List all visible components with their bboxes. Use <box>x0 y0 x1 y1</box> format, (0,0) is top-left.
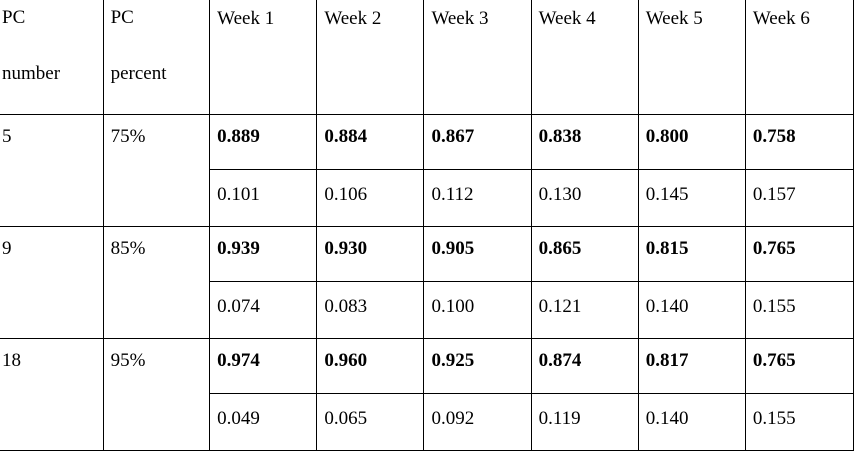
bold-value-cell: 0.939 <box>210 227 317 282</box>
bold-value-cell: 0.974 <box>210 339 317 394</box>
pc-percent-cell: 75% <box>103 115 210 227</box>
pc-percent-cell: 95% <box>103 339 210 451</box>
plain-value-cell: 0.130 <box>531 170 638 227</box>
header-row <box>0 0 854 115</box>
pc-percent-cell: 85% <box>103 227 210 339</box>
plain-value-cell: 0.074 <box>210 282 317 339</box>
header-week-4: Week 4 <box>531 0 638 115</box>
plain-value-cell: 0.049 <box>210 394 317 451</box>
bold-value-cell: 0.925 <box>424 339 531 394</box>
bold-value-cell: 0.889 <box>210 115 317 170</box>
header-pc-number-line1: PC <box>2 7 26 28</box>
plain-value-cell: 0.092 <box>424 394 531 451</box>
bold-value-cell: 0.874 <box>531 339 638 394</box>
header-pc-number-line2: number <box>2 63 61 84</box>
plain-value-cell: 0.112 <box>424 170 531 227</box>
plain-value-cell: 0.100 <box>424 282 531 339</box>
bold-value-cell: 0.884 <box>317 115 424 170</box>
plain-value-cell: 0.140 <box>638 394 745 451</box>
bold-value-cell: 0.905 <box>424 227 531 282</box>
header-pc-percent <box>103 0 210 115</box>
pc-number-cell: 18 <box>0 339 103 451</box>
plain-value-cell: 0.106 <box>317 170 424 227</box>
pc-number-cell: 9 <box>0 227 103 339</box>
plain-value-cell: 0.157 <box>745 170 853 227</box>
table-row <box>0 339 854 394</box>
bold-value-cell: 0.838 <box>531 115 638 170</box>
plain-value-cell: 0.065 <box>317 394 424 451</box>
bold-value-cell: 0.817 <box>638 339 745 394</box>
plain-value-cell: 0.119 <box>531 394 638 451</box>
bold-value-cell: 0.758 <box>745 115 853 170</box>
header-week-1: Week 1 <box>210 0 317 115</box>
plain-value-cell: 0.101 <box>210 170 317 227</box>
header-pc-percent-line1: PC <box>110 7 134 28</box>
bold-value-cell: 0.865 <box>531 227 638 282</box>
header-week-3: Week 3 <box>424 0 531 115</box>
header-week-6: Week 6 <box>745 0 853 115</box>
bold-value-cell: 0.800 <box>638 115 745 170</box>
bold-value-cell: 0.867 <box>424 115 531 170</box>
plain-value-cell: 0.083 <box>317 282 424 339</box>
bold-value-cell: 0.765 <box>745 339 853 394</box>
bold-value-cell: 0.815 <box>638 227 745 282</box>
header-week-2: Week 2 <box>317 0 424 115</box>
plain-value-cell: 0.155 <box>745 394 853 451</box>
bold-value-cell: 0.960 <box>317 339 424 394</box>
plain-value-cell: 0.121 <box>531 282 638 339</box>
header-week-5: Week 5 <box>638 0 745 115</box>
bold-value-cell: 0.765 <box>745 227 853 282</box>
pc-number-cell: 5 <box>0 115 103 227</box>
header-pc-percent-line2: percent <box>110 63 167 84</box>
plain-value-cell: 0.140 <box>638 282 745 339</box>
plain-value-cell: 0.145 <box>638 170 745 227</box>
table-row <box>0 115 854 170</box>
bold-value-cell: 0.930 <box>317 227 424 282</box>
plain-value-cell: 0.155 <box>745 282 853 339</box>
table-row <box>0 227 854 282</box>
header-pc-number <box>0 0 103 115</box>
